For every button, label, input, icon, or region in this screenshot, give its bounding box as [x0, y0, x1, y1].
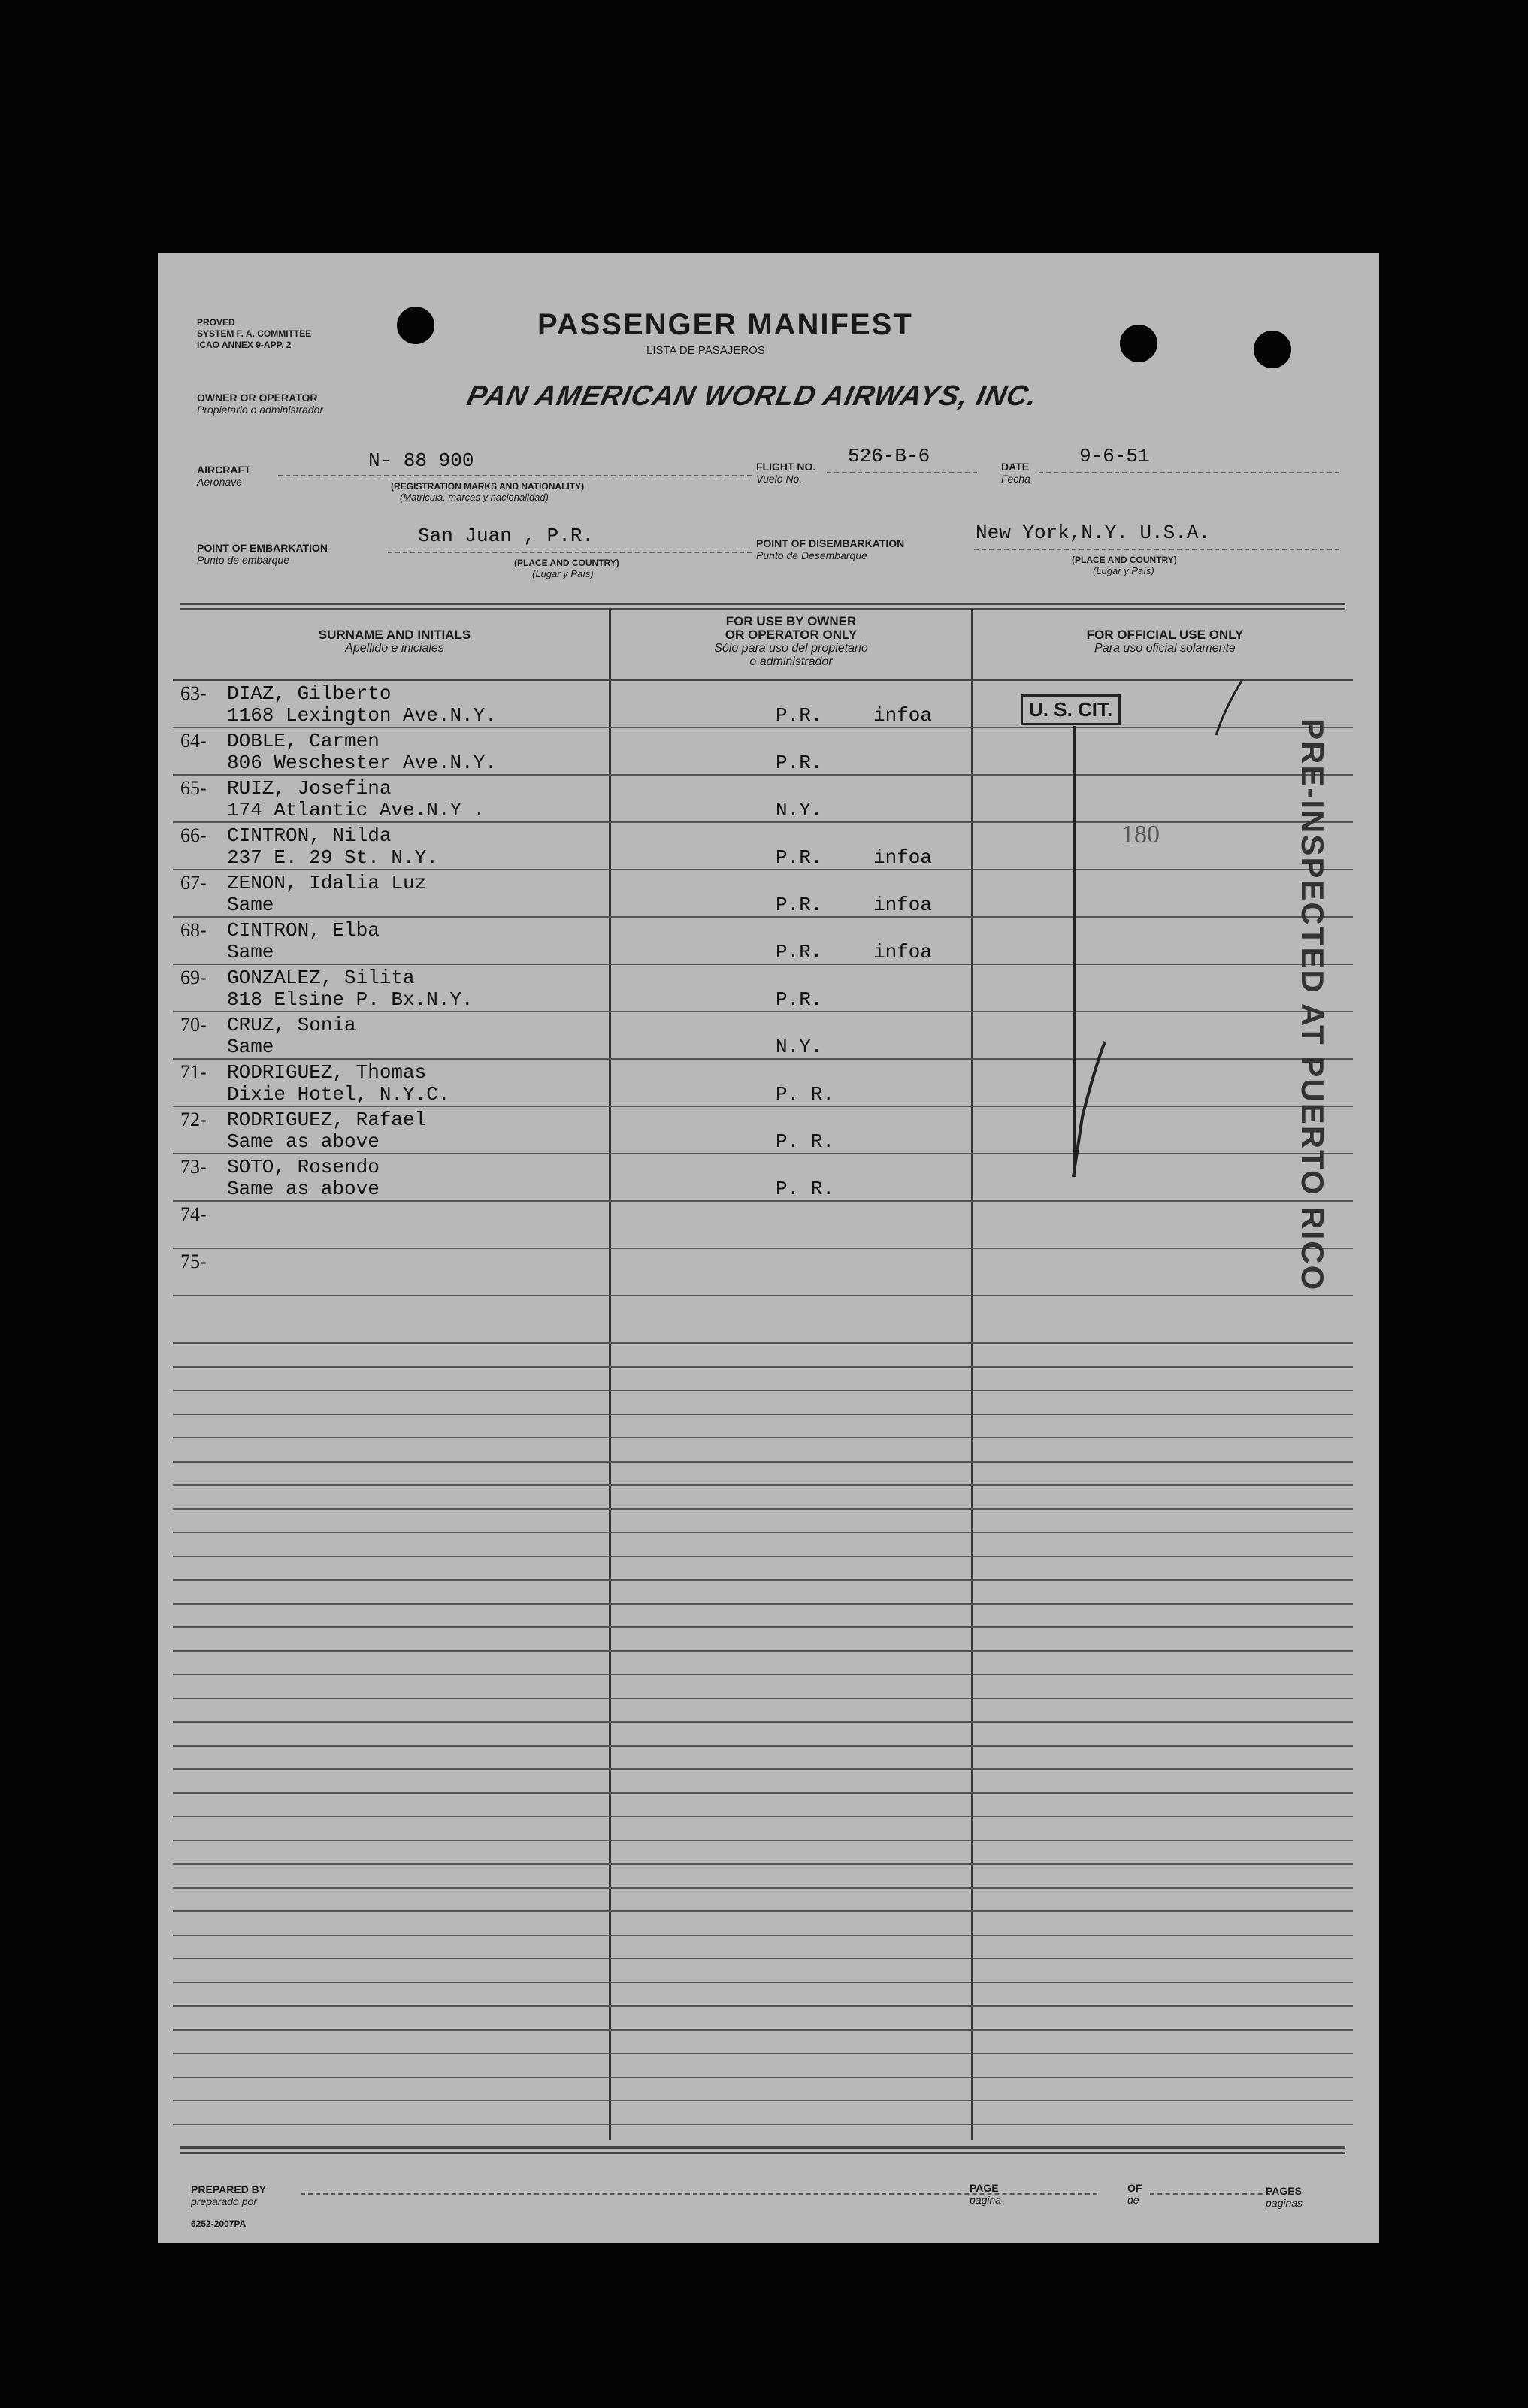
passenger-number: 63-: [180, 682, 207, 704]
passenger-origin: P. R.: [776, 1178, 835, 1200]
embark-label-es: Punto de embarque: [197, 554, 289, 566]
passenger-origin: P.R.: [776, 941, 823, 964]
col-header-official: [973, 628, 1357, 655]
col-header-surname-en: SURNAME AND INITIALS: [318, 628, 471, 642]
passenger-note: infoa: [873, 941, 933, 964]
punch-hole: [397, 307, 434, 344]
col-header-official-es: Para uso oficial solamente: [1094, 642, 1236, 655]
passenger-name: SOTO, Rosendo: [227, 1156, 380, 1178]
passenger-number: 73-: [180, 1156, 207, 1178]
passenger-number: 71-: [180, 1061, 207, 1083]
count-stamp: 180: [1121, 821, 1160, 849]
embark-place-caption: (PLACE AND COUNTRY): [514, 558, 619, 568]
passenger-origin: P.R.: [776, 752, 823, 774]
passenger-note: infoa: [873, 846, 933, 869]
col-header-owner: [611, 615, 971, 669]
passenger-number: 69-: [180, 967, 207, 988]
prepared-label-es: preparado por: [191, 2195, 257, 2207]
passenger-address: 174 Atlantic Ave.N.Y .: [227, 799, 486, 821]
passenger-origin: P. R.: [776, 1083, 835, 1106]
passenger-origin: N.Y.: [776, 799, 823, 821]
passenger-name: DIAZ, Gilberto: [227, 682, 392, 705]
page-label: PAGE: [970, 2182, 999, 2194]
prepared-label: PREPARED BY: [191, 2183, 267, 2195]
preinspected-stamp: PRE-INSPECTED AT PUERTO RICO: [1295, 718, 1330, 1292]
disembark-label-es: Punto de Desembarque: [756, 549, 867, 561]
page-label-es: pagina: [970, 2194, 1002, 2206]
disembark-place-caption: (PLACE AND COUNTRY): [1072, 555, 1177, 565]
disembark-place-caption-es: (Lugar y País): [1093, 565, 1154, 576]
us-citizen-stamp: U. S. CIT.: [1021, 694, 1121, 725]
form-title: PASSENGER MANIFEST: [537, 308, 913, 341]
passenger-number: 74-: [180, 1203, 207, 1225]
passenger-name: RODRIGUEZ, Thomas: [227, 1061, 427, 1084]
passenger-number: 64-: [180, 730, 207, 752]
passenger-origin: P.R.: [776, 988, 823, 1011]
disembark-label: POINT OF DISEMBARKATION: [756, 537, 905, 549]
passenger-address: 806 Weschester Ave.N.Y.: [227, 752, 497, 774]
col-header-owner-line2: OR OPERATOR ONLY: [725, 628, 858, 642]
passenger-name: ZENON, Idalia Luz: [227, 872, 427, 894]
approval-note: [197, 317, 311, 351]
passenger-origin: P.R.: [776, 704, 823, 727]
passenger-note: infoa: [873, 894, 933, 916]
of-label: OF: [1127, 2182, 1142, 2194]
form-subtitle: LISTA DE PASAJEROS: [646, 344, 765, 357]
passenger-number: 66-: [180, 824, 207, 846]
date-label: DATE: [1001, 461, 1030, 473]
passenger-address: 818 Elsine P. Bx.N.Y.: [227, 988, 474, 1011]
col-header-surname-es: Apellido e iniciales: [345, 642, 444, 655]
tick-mark: [1215, 678, 1245, 738]
passenger-origin: N.Y.: [776, 1036, 823, 1058]
owner-label-es: Propietario o administrador: [197, 404, 324, 416]
passenger-address: 237 E. 29 St. N.Y.: [227, 846, 438, 869]
passenger-origin: P.R.: [776, 846, 823, 869]
col-header-surname: [180, 628, 609, 655]
passenger-number: 70-: [180, 1014, 207, 1036]
passenger-address: Same: [227, 941, 274, 964]
col-header-owner-es1: Sólo para uso del propietario: [714, 642, 868, 655]
approval-line: SYSTEM F. A. COMMITTEE: [197, 328, 312, 339]
col-header-official-en: FOR OFFICIAL USE ONLY: [1086, 628, 1244, 642]
pages-label: PAGES: [1266, 2185, 1302, 2197]
passenger-address: Same as above: [227, 1178, 380, 1200]
passenger-name: CRUZ, Sonia: [227, 1014, 356, 1036]
passenger-number: 68-: [180, 919, 207, 941]
passenger-name: GONZALEZ, Silita: [227, 967, 415, 989]
date-value: 9-6-51: [1079, 445, 1150, 467]
aircraft-caption: (REGISTRATION MARKS AND NATIONALITY): [391, 481, 585, 492]
punch-hole: [1254, 331, 1291, 368]
pages-label-es: paginas: [1266, 2197, 1303, 2209]
passenger-number: 65-: [180, 777, 207, 799]
passenger-name: RODRIGUEZ, Rafael: [227, 1109, 427, 1131]
manifest-form: [158, 253, 1379, 2243]
col-header-owner-line1: FOR USE BY OWNER: [725, 614, 857, 628]
flight-label-es: Vuelo No.: [756, 473, 803, 485]
date-label-es: Fecha: [1001, 473, 1030, 485]
passenger-number: 75-: [180, 1251, 207, 1272]
embark-value: San Juan , P.R.: [418, 525, 595, 547]
passenger-note: infoa: [873, 704, 933, 727]
passenger-number: 67-: [180, 872, 207, 894]
approval-line: ICAO ANNEX 9-APP. 2: [197, 340, 292, 350]
passenger-address: Same: [227, 894, 274, 916]
passenger-name: DOBLE, Carmen: [227, 730, 380, 752]
passenger-origin: P. R.: [776, 1130, 835, 1153]
aircraft-label: AIRCRAFT: [197, 464, 251, 476]
passenger-name: CINTRON, Nilda: [227, 824, 392, 847]
owner-label: OWNER OR OPERATOR: [197, 392, 318, 404]
aircraft-caption-es: (Matricula, marcas y nacionalidad): [400, 492, 549, 503]
aircraft-value: N- 88 900: [368, 449, 474, 472]
passenger-address: Same as above: [227, 1130, 380, 1153]
of-label-es: de: [1127, 2194, 1139, 2206]
passenger-number: 72-: [180, 1109, 207, 1130]
passenger-address: Dixie Hotel, N.Y.C.: [227, 1083, 450, 1106]
passenger-origin: P.R.: [776, 894, 823, 916]
operator-name: PAN AMERICAN WORLD AIRWAYS, INC.: [464, 380, 1041, 412]
check-mark: [1022, 726, 1112, 1463]
aircraft-label-es: Aeronave: [197, 476, 242, 488]
passenger-name: RUIZ, Josefina: [227, 777, 392, 800]
passenger-name: CINTRON, Elba: [227, 919, 380, 942]
form-number: 6252-2007PA: [191, 2219, 247, 2229]
col-header-owner-es2: o administrador: [749, 655, 833, 668]
flight-label: FLIGHT NO.: [756, 461, 816, 473]
passenger-address: 1168 Lexington Ave.N.Y.: [227, 704, 497, 727]
embark-place-caption-es: (Lugar y País): [532, 568, 594, 579]
punch-hole: [1120, 325, 1157, 362]
approval-line: PROVED: [197, 317, 235, 328]
passenger-address: Same: [227, 1036, 274, 1058]
embark-label: POINT OF EMBARKATION: [197, 542, 328, 554]
flight-value: 526-B-6: [848, 445, 930, 467]
disembark-value: New York,N.Y. U.S.A.: [976, 522, 1211, 544]
